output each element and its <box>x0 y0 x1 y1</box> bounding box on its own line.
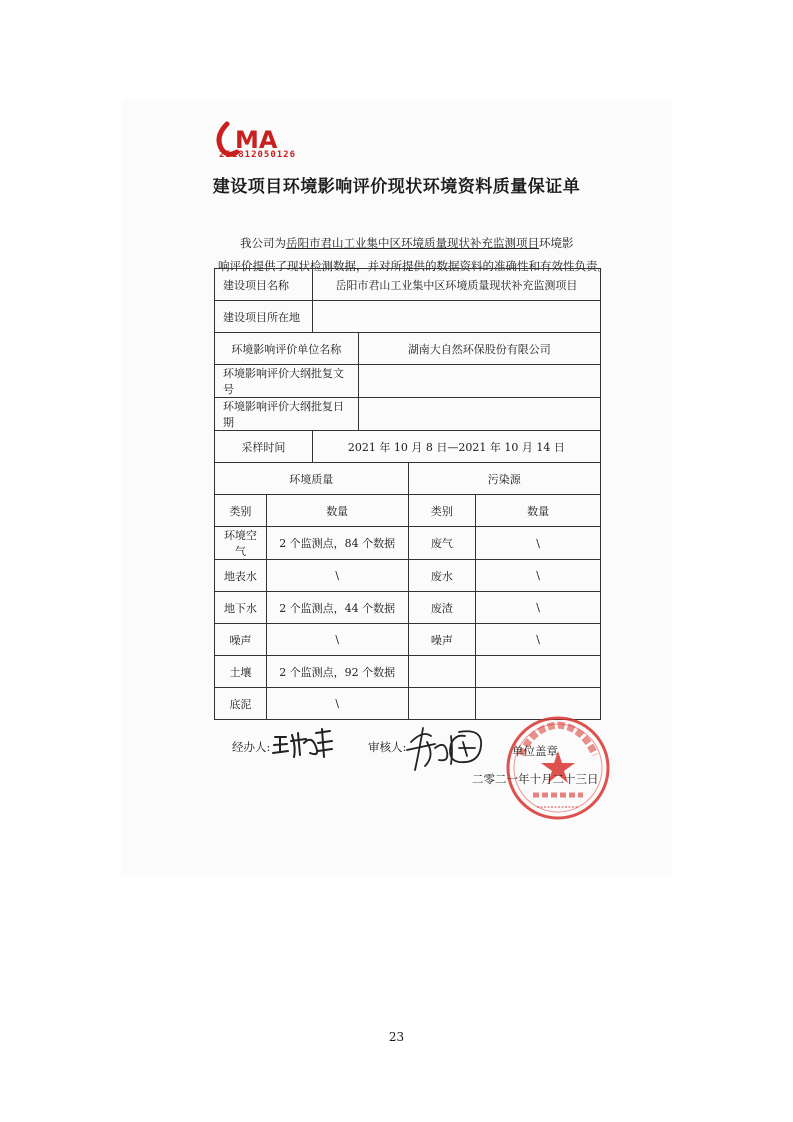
info-row <box>215 431 601 463</box>
source-quantity: \ <box>476 592 601 624</box>
company-seal-icon <box>503 713 613 823</box>
source-category: 废渣 <box>408 592 476 624</box>
info-value <box>312 301 600 333</box>
info-row <box>215 301 601 333</box>
info-label: 采样时间 <box>215 431 313 463</box>
intro-suffix: 环境影 <box>539 236 574 250</box>
table-row <box>215 527 601 560</box>
env-quantity: 2 个监测点，92 个数据 <box>266 656 408 688</box>
cma-code: 211812050126 <box>219 150 297 160</box>
info-value: 湖南大自然环保股份有限公司 <box>358 333 600 365</box>
section-header-row <box>215 463 601 495</box>
source-category: 废气 <box>408 527 476 560</box>
handler-label: 经办人: <box>232 740 271 754</box>
table-row <box>215 560 601 592</box>
env-quantity: \ <box>266 560 408 592</box>
env-category: 土壤 <box>215 656 267 688</box>
info-value <box>358 398 600 431</box>
info-label: 建设项目名称 <box>215 269 313 301</box>
col-header-quantity: 数量 <box>266 495 408 527</box>
handler-signature-icon <box>272 727 334 761</box>
table-row <box>215 624 601 656</box>
info-value: 岳阳市君山工业集中区环境质量现状补充监测项目 <box>312 269 600 301</box>
info-label: 环境影响评价大纲批复文号 <box>215 365 359 398</box>
source-quantity: \ <box>476 527 601 560</box>
info-label: 建设项目所在地 <box>215 301 313 333</box>
info-row <box>215 398 601 431</box>
env-category: 地表水 <box>215 560 267 592</box>
info-label: 环境影响评价单位名称 <box>215 333 359 365</box>
env-category: 噪声 <box>215 624 267 656</box>
source-category <box>408 656 476 688</box>
source-category: 噪声 <box>408 624 476 656</box>
source-quantity: \ <box>476 624 601 656</box>
source-category: 废水 <box>408 560 476 592</box>
col-header-category: 类别 <box>408 495 476 527</box>
quality-table <box>214 268 601 720</box>
section-pollution-source: 污染源 <box>408 463 601 495</box>
sign-date: 二零二一年十月二十三日 <box>472 772 599 786</box>
info-label: 环境影响评价大纲批复日期 <box>215 398 359 431</box>
reviewer-signature-icon <box>405 722 487 774</box>
source-quantity <box>476 656 601 688</box>
reviewer-label: 审核人: <box>368 740 407 754</box>
table-row <box>215 656 601 688</box>
env-category: 地下水 <box>215 592 267 624</box>
col-header-quantity: 数量 <box>476 495 601 527</box>
env-quantity: \ <box>266 624 408 656</box>
unit-seal-label: 单位盖章 <box>512 744 558 758</box>
source-quantity: \ <box>476 560 601 592</box>
env-quantity: \ <box>266 688 408 720</box>
page-number: 23 <box>388 1030 405 1044</box>
info-value: 2021 年 10 月 8 日—2021 年 10 月 14 日 <box>312 431 600 463</box>
cma-mark-icon <box>213 118 299 170</box>
intro-project: 岳阳市君山工业集中区环境质量现状补充监测项目 <box>286 236 539 250</box>
info-value <box>358 365 600 398</box>
env-category: 底泥 <box>215 688 267 720</box>
page-title: 建设项目环境影响评价现状环境资料质量保证单 <box>212 177 581 197</box>
svg-text:MA: MA <box>235 126 278 154</box>
intro-prefix: 我公司为 <box>240 236 286 250</box>
col-header-category: 类别 <box>215 495 267 527</box>
env-category: 环境空气 <box>215 527 267 560</box>
info-row <box>215 333 601 365</box>
intro-line2: 响评价提供了现状检测数据，并对所提供的数据资料的准确性和有效性负责。 <box>218 259 609 273</box>
env-quantity: 2 个监测点，44 个数据 <box>266 592 408 624</box>
info-row <box>215 365 601 398</box>
section-env-quality: 环境质量 <box>215 463 409 495</box>
column-header-row <box>215 495 601 527</box>
source-category <box>408 688 476 720</box>
info-row <box>215 269 601 301</box>
table-row <box>215 592 601 624</box>
env-quantity: 2 个监测点，84 个数据 <box>266 527 408 560</box>
